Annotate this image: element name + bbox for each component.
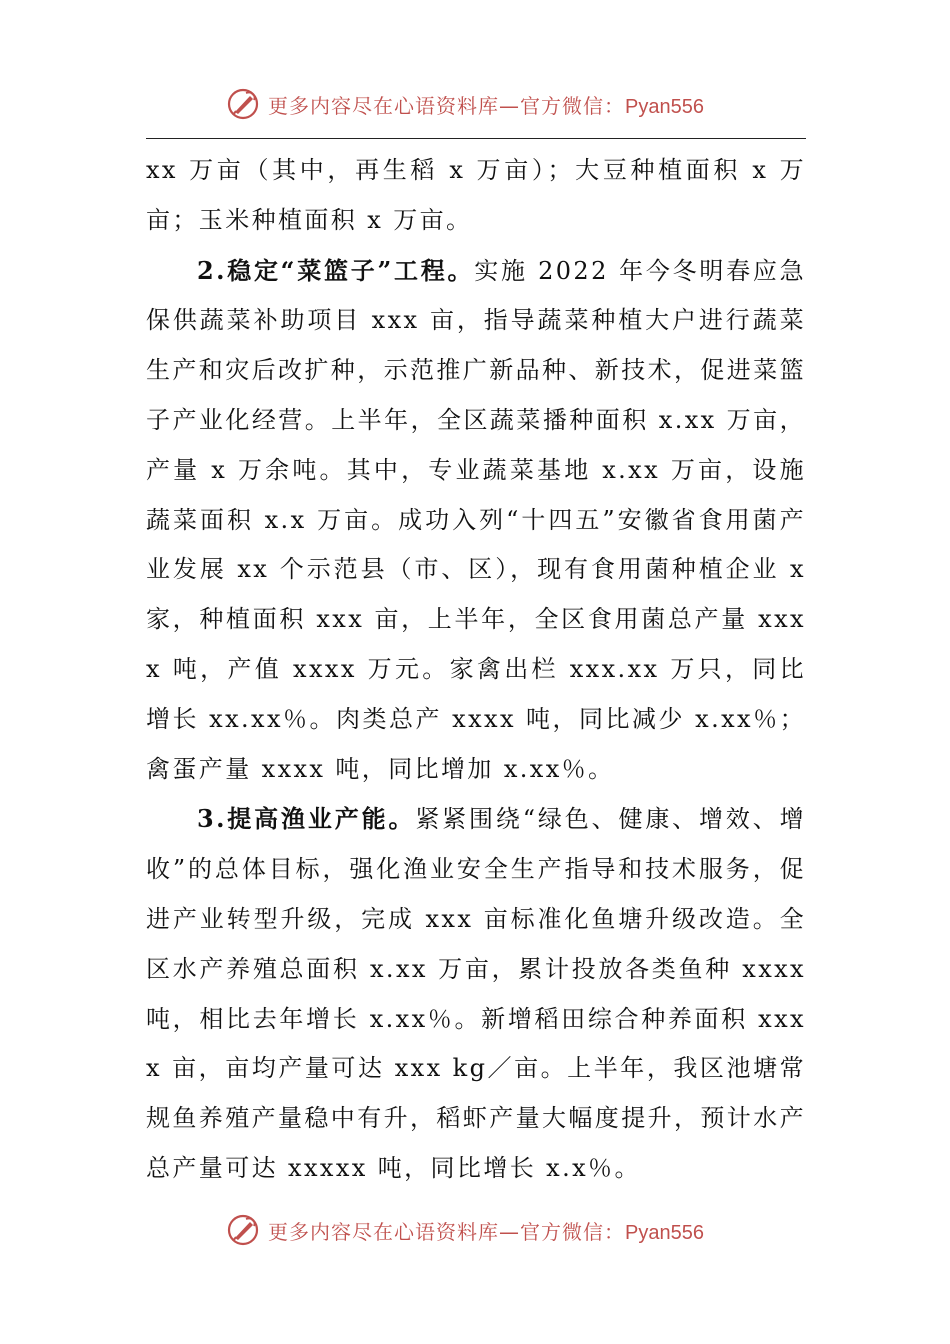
section-heading-fishery: 3.提高渔业产能。 <box>197 804 416 834</box>
footer-watermark <box>226 1210 786 1250</box>
watermark-text: 更多内容尽在心语资料库—官方微信：Pyan556 <box>268 1219 704 1244</box>
body-text <box>146 146 806 1194</box>
paragraph-vegetable-basket: 2.稳定“菜篮子”工程。实施 2022 年今冬明春应急保供蔬菜补助项目 xxx 亩，指导蔬菜种植大户进行蔬菜生产和灾后改扩种，示范推广新品种、新技术，促进菜篮子产业化经营。上半年，全区蔬菜播种面积 x.xx 万亩，产量 x 万余吨。其中，专业蔬菜基地 x.xx 万亩，设施蔬菜面积 x.x 万亩。成功入列“十四五”安徽省食用菌产业发展 xx 个示范县（市、区），现有食用菌种植企业 x 家，种植面积 xxx 亩，上半年，全区食用菌总产量 xxxx 吨，产值 xxxx 万元。家禽出栏 xxx.xx 万只，同比增长 xx.xx％。肉类总产 xxxx 吨，同比减少 x.xx％；禽蛋产量 xxxx 吨，同比增加 x.xx％。 <box>146 255 806 783</box>
quill-pen-logo-icon <box>226 87 260 121</box>
paragraph-fishery: 3.提高渔业产能。紧紧围绕“绿色、健康、增效、增收”的总体目标，强化渔业安全生产指导和技术服务，促进产业转型升级，完成 xxx 亩标准化鱼塘升级改造。全区水产养殖总面积 x.xx 万亩，累计投放各类鱼种 xxxx 吨，相比去年增长 x.xx％。新增稻田综合种养面积 xxxx 亩，亩均产量可达 xxx kg／亩。上半年，我区池塘常规鱼养殖产量稳中有升，稻虾产量大幅度提升，预计水产总产量可达 xxxxx 吨，同比增长 x.x％。 <box>146 804 806 1182</box>
header-watermark <box>226 84 786 124</box>
watermark-text: 更多内容尽在心语资料库—官方微信：Pyan556 <box>268 93 704 118</box>
header-divider <box>146 138 806 139</box>
section-heading-vegetable-basket: 2.稳定“菜篮子”工程。 <box>197 255 475 285</box>
paragraph-continuation: xx 万亩（其中，再生稻 x 万亩）；大豆种植面积 x 万亩；玉米种植面积 x 万亩。 <box>146 156 806 234</box>
quill-pen-logo-icon <box>226 1213 260 1247</box>
